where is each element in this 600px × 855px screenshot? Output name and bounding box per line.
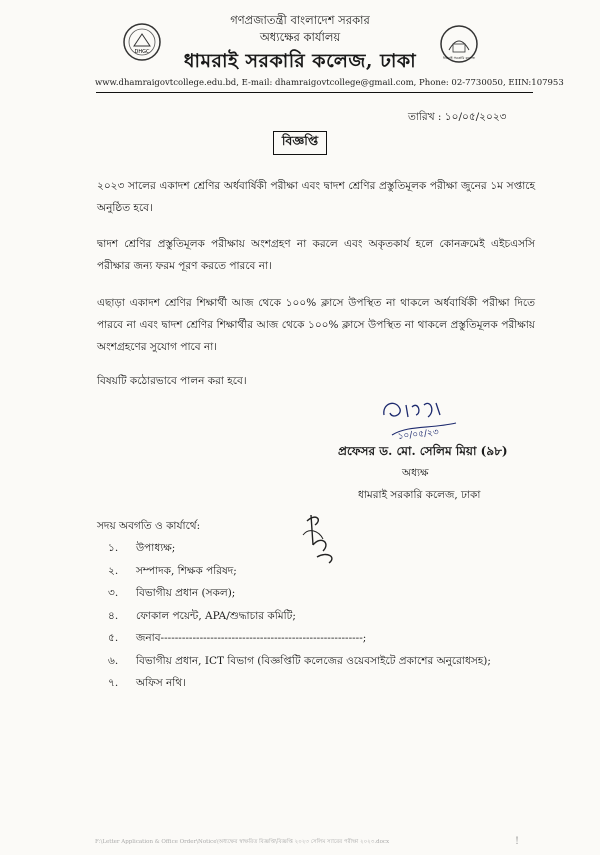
- notice-title: [0, 130, 600, 155]
- signatory-designation: অধ্যক্ষ: [402, 467, 429, 479]
- header-office-line: অধ্যক্ষের কার্যালয়: [259, 30, 341, 44]
- notice-title-text: বিজ্ঞপ্তি: [273, 131, 327, 155]
- cc-item: ১. উপাধ্যক্ষ;: [108, 542, 176, 554]
- principal-signature-icon: [378, 395, 468, 445]
- left-logo-text: DHGC: [134, 49, 150, 55]
- cc-item: ২. সম্পাদক, শিক্ষক পরিষদ;: [108, 564, 237, 577]
- contact-line: www.dhamraigovtcollege.edu.bd, E-mail: dhamraigovtcollege@gmail.com, Phone: 02-7730050, EIIN:107953: [95, 78, 564, 88]
- signatory-name: প্রফেসর ড. মো. সেলিম মিয়া (৯৮): [338, 444, 508, 458]
- header-divider: [96, 92, 533, 93]
- file-path-footer: F:\Letter Application & Office Order\Notice\অধ্যক্ষের স্বাক্ষরিত বিজ্ঞপ্তি\বিজ্ঞপ্তি ২০২৩ সেলিম স্যারের পরীক্ষা ২০২৩.docx: [95, 839, 390, 845]
- cc-item: ৩. বিভাগীয় প্রধান (সকল);: [108, 587, 236, 599]
- cc-item: ৬. বিভাগীয় প্রধান, ICT বিভাগ (বিজ্ঞপ্তিটি কলেজের ওয়েবসাইটে প্রকাশের অনুরোধসহ);: [108, 654, 491, 667]
- notice-paragraph-3: এছাড়া একাদশ শ্রেণির শিক্ষার্থী আজ থেকে ১০০% ক্লাসে উপস্থিত না থাকলে অর্ধবার্ষিকী পরীক্ষা দিতে পারবে না এবং দ্বাদশ শ্রেণির শিক্ষার্থীর আজ থেকে ১০০% ক্লাসে উপস্থিত না থাকলে প্রস্তুতিমূলক পরীক্ষায় অংশগ্রহণের সুযোগ পাবে না।: [97, 297, 535, 353]
- cc-item: ৭. অফিস নথি।: [108, 677, 186, 689]
- college-name-heading: ধামরাই সরকারি কলেজ, ঢাকা: [183, 50, 417, 72]
- svg-text:১০/০৫/২৩: ১০/০৫/২৩: [397, 427, 440, 442]
- cc-item: ৪. ফোকাল পয়েন্ট, APA/শুদ্ধাচার কমিটি;: [108, 609, 296, 622]
- notice-paragraph-2: দ্বাদশ শ্রেণির প্রস্তুতিমূলক পরীক্ষায় অংশগ্রহণ না করলে এবং অকৃতকার্য হলে কোনক্রমেই এইচএসসি পরীক্ষার জন্য ফরম পূরণ করতে পারবে না।: [97, 238, 535, 272]
- header-govt-line: গণপ্রজাতন্ত্রী বাংলাদেশ সরকার: [230, 13, 370, 27]
- signatory-college: ধামরাই সরকারি কলেজ, ঢাকা: [358, 489, 481, 501]
- notice-paragraph-1: ২০২৩ সালের একাদশ শ্রেণির অর্ধবার্ষিকী পরীক্ষা এবং দ্বাদশ শ্রেণির প্রস্তুতিমূলক পরীক্ষা জুনের ১ম সপ্তাহে অনুষ্ঠিত হবে।: [97, 180, 535, 214]
- notice-date: তারিখ : ১০/০৫/২০২৩: [408, 111, 507, 123]
- cc-heading: সদয় অবগতি ও কার্যার্থে:: [97, 520, 201, 532]
- right-logo-text: ধামরাই সরকারি কলেজ: [442, 56, 476, 60]
- cc-item: ৫. জনাব---------------------------------------------------------;: [108, 632, 367, 644]
- cc-list: [108, 537, 491, 695]
- notice-paragraph-4: বিষয়টি কঠোরভাবে পালন করা হবে।: [97, 375, 247, 387]
- page-mark: !: [515, 836, 520, 847]
